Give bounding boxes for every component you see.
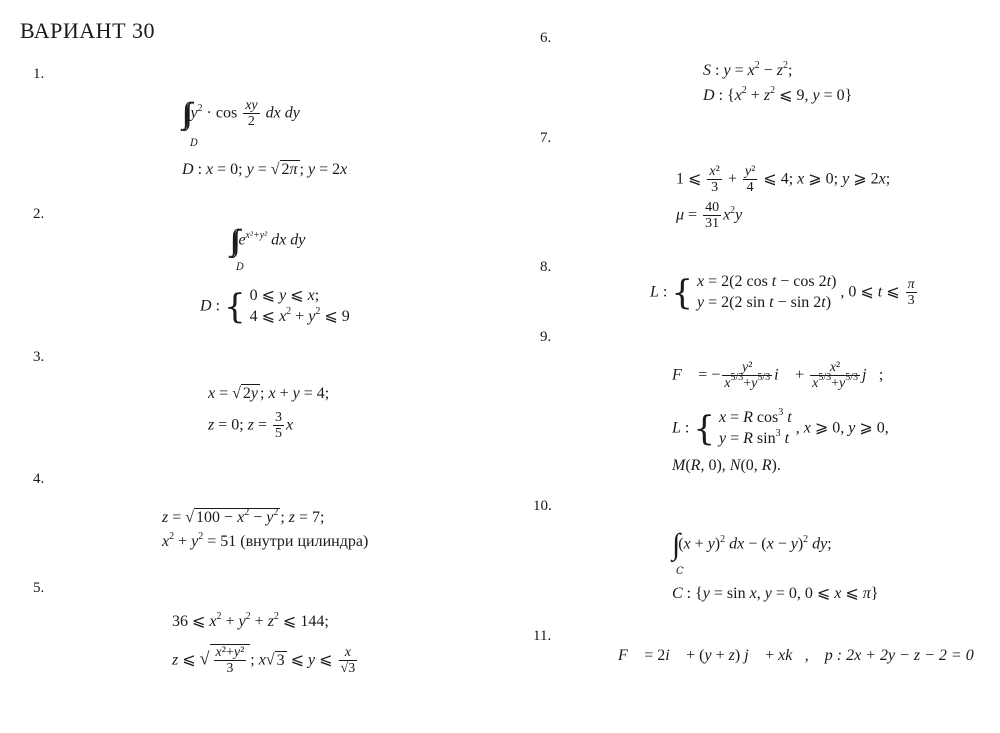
problem-10-line-1: ∫ $(x + y)^2$ dx − $(x - y)^2$ dy; <box>672 528 832 561</box>
problem-9-line-3: M(R, 0), N(0, R). <box>672 457 781 474</box>
problem-2-integral: ∫∫ $e^{x^2+y^2}$ dx dy <box>230 224 306 257</box>
problem-3-line-2: z = 0; z = $\frac{3}{5}$ x <box>208 410 294 442</box>
problem-5-line-1: 36 ⩽ $x^2 + y^2 + z^2$ ⩽ 144; <box>172 611 329 630</box>
problem-number-8: 8. <box>540 259 552 275</box>
problem-1-integral: ∫∫ $y^2 \cdot \cos$ $\frac{xy}{2}$ dx dy <box>182 96 300 130</box>
problem-11: F⃗ = 2i⃗ + (y + z) j⃗ + xk⃗, p : 2x + 2y − z − 2 = 0 <box>618 647 974 664</box>
problem-number-6: 6. <box>540 30 552 46</box>
problem-number-9: 9. <box>540 329 552 345</box>
problem-number-5: 5. <box>33 580 45 596</box>
problem-1-domain: D : x = 0; y = √ 2π ; y = 2x <box>182 161 348 178</box>
problem-10-line-2: C : {y = sin x, y = 0, 0 ⩽ x ⩽ π} <box>672 585 879 602</box>
problem-9-line-2: L : { x = R $\cos^3 t$ y = R $\sin^3 t$ , x ⩾ 0, y ⩾ 0, <box>672 407 889 449</box>
problem-8: L : { x = 2(2 cos t − cos 2t) y = 2(2 sin t − sin 2t) , 0 ⩽ t ⩽ $\frac{\pi}{3}$ <box>650 272 915 313</box>
problem-6-line-1: S : $y = x^2 - z^2$; <box>703 60 793 79</box>
problem-3-line-1: x = √ 2y ; x + y = 4; <box>208 385 330 402</box>
problem-2-domain-subscript: D <box>236 262 245 273</box>
problem-number-10: 10. <box>533 498 552 514</box>
problem-6-line-2: D : {$x^2 + z^2$ ⩽ 9, y = 0} <box>703 85 853 104</box>
problem-4-line-1: z = √ $100 - x^2 - y^2$ ; z = 7; <box>162 507 325 526</box>
problem-7-line-1: 1 ⩽ $\frac{\text{x²}}{3}$ + $\frac{\text{y²}}{4}$ ⩽ 4; x ⩾ 0; y ⩾ 2x; <box>676 164 891 196</box>
problem-2-domain: D : { 0 ⩽ y ⩽ x; 4 ⩽ $x^2 + y^2$ ⩽ 9 <box>200 286 350 327</box>
problem-7-line-2: μ = $\frac{40}{31}$ $x^2y$ <box>676 200 743 232</box>
problem-number-4: 4. <box>33 471 45 487</box>
problem-5-line-2: z ⩽ √ $\frac{\text{x²+y²}}{3}$ ; x√ 3 ⩽ y ⩽ $\frac{x}{√3}$ <box>172 645 356 677</box>
page-title: ВАРИАНТ 30 <box>20 18 156 43</box>
problem-number-2: 2. <box>33 206 45 222</box>
problem-9-line-1: F⃗ = − $\frac{\text{y²}}{x^{5/3}+y^{5/3}}$ i⃗ + $\frac{\text{x²}}{x^{5/3}+y^{5/3}}$ j⃗; <box>672 360 884 392</box>
problem-number-11: 11. <box>533 628 552 644</box>
problem-4-line-2: $x^2 + y^2 = 51$ (внутри цилиндра) <box>162 531 369 550</box>
problem-4-note: (внутри цилиндра) <box>240 533 369 550</box>
problem-1-domain-subscript: D <box>190 138 199 149</box>
problem-number-1: 1. <box>33 66 45 82</box>
problem-number-7: 7. <box>540 130 552 146</box>
problem-number-3: 3. <box>33 349 45 365</box>
problem-11-plane: p : 2x + 2y − z − 2 = 0 <box>824 647 974 664</box>
problem-10-contour-subscript: C <box>676 566 684 577</box>
